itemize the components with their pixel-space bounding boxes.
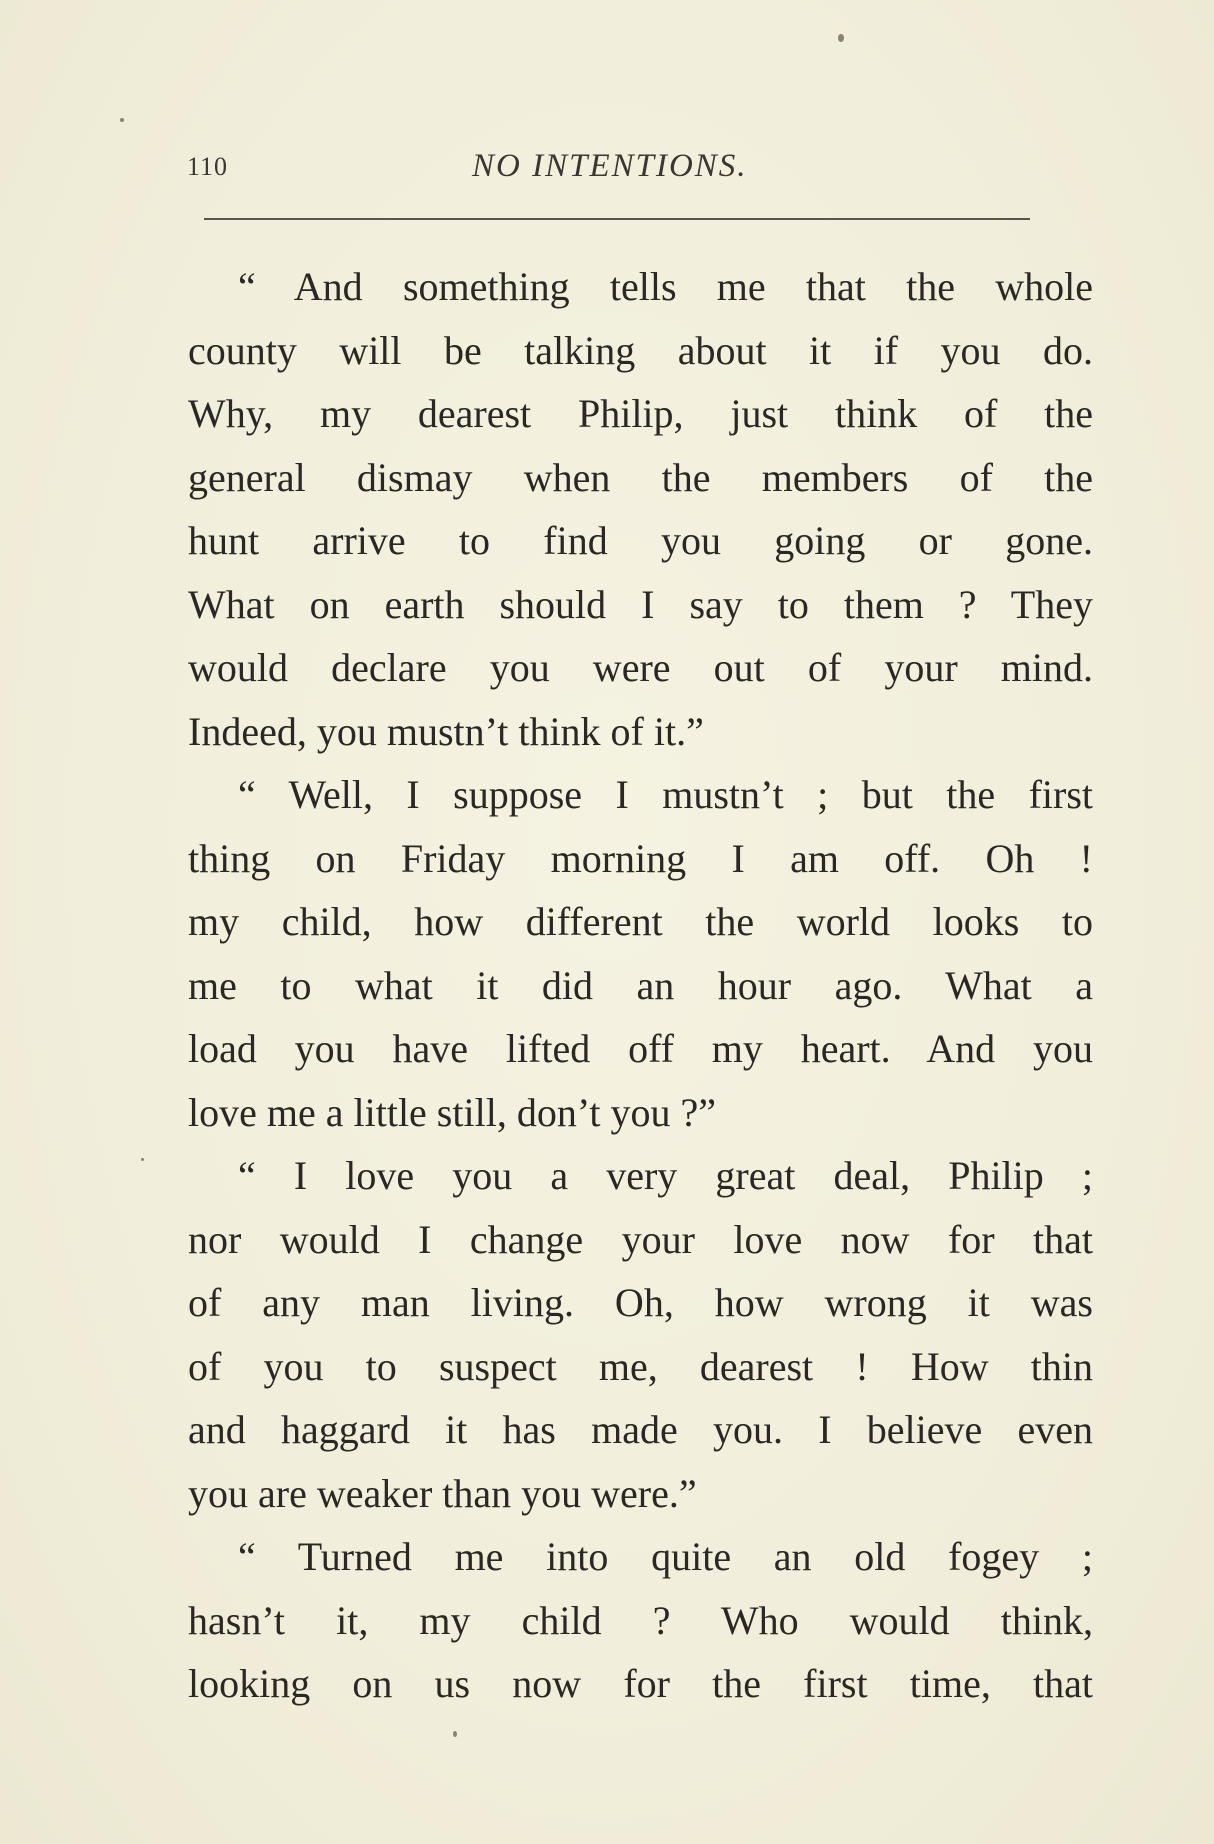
text-line: general dismay when the members of the [188,454,1093,500]
text-line: nor would I change your love now for that [188,1216,1093,1262]
text-line: looking on us now for the first time, that [188,1661,1093,1706]
paper-speck [453,1731,457,1737]
text-line: thing on Friday morning I am off. Oh ! [188,835,1093,881]
text-line: Why, my dearest Philip, just think of the [188,391,1093,436]
text-line: my child, how different the world looks to [188,899,1093,944]
text-line: “ Turned me into quite an old fogey ; [238,1534,1093,1579]
text-line: load you have lifted off my heart. And you [188,1026,1093,1071]
text-line: “ I love you a very great deal, Philip ; [238,1153,1093,1198]
text-line: Indeed, you mustn’t think of it.” [188,708,704,754]
paper-speck [141,1158,144,1161]
running-title: NO INTENTIONS. [472,148,748,184]
page-number: 110 [187,152,229,181]
text-line: of you to suspect me, dearest ! How thin [188,1343,1093,1389]
text-line: county will be talking about it if you do. [188,327,1093,373]
paper-speck [838,34,844,42]
text-line: hunt arrive to find you going or gone. [188,518,1093,563]
text-line: “ And something tells me that the whole [238,264,1093,309]
body-text [188,255,1093,1716]
text-line: What on earth should I say to them ? They [188,581,1093,627]
text-line: and haggard it has made you. I believe even [188,1407,1093,1452]
text-line: would declare you were out of your mind. [188,645,1093,690]
text-line: you are weaker than you were.” [188,1470,697,1516]
text-line: hasn’t it, my child ? Who would think, [188,1597,1093,1643]
paper-speck [120,118,124,122]
running-head [187,148,1037,188]
text-line: of any man living. Oh, how wrong it was [188,1280,1093,1325]
text-line: “ Well, I suppose I mustn’t ; but the first [238,772,1093,817]
text-line: me to what it did an hour ago. What a [188,962,1093,1008]
text-line: love me a little still, don’t you ?” [188,1089,717,1135]
header-rule [204,218,1030,220]
